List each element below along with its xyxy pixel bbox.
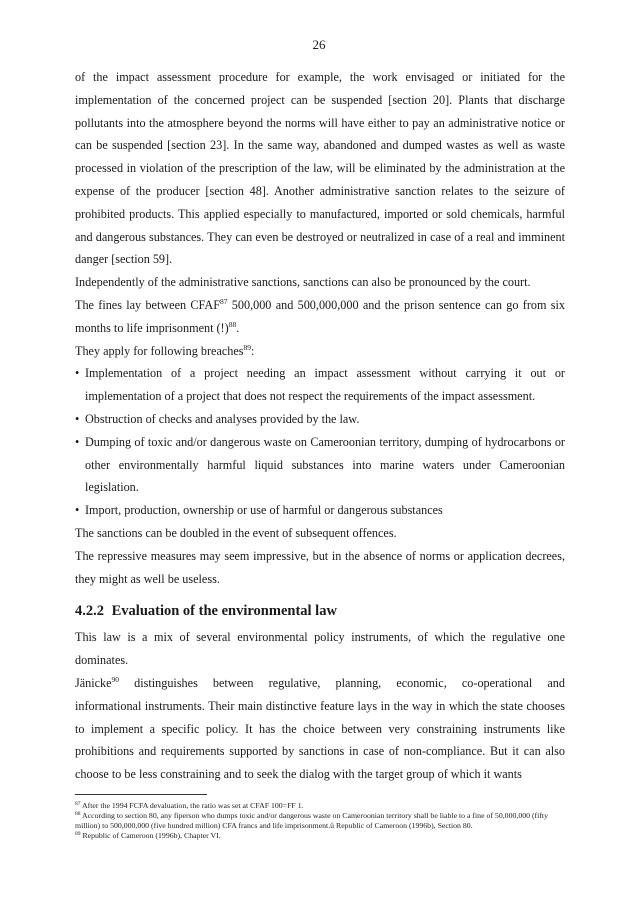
section-title: Evaluation of the environmental law <box>111 603 337 620</box>
paragraph-administrative-sanctions: of the impact assessment procedure for example, the work envisaged or initiated for the implementation of the concerned project can be suspended [section 20]. Plants that discharge pollutants into the atmosphere beyond the norms will have either to pay an administrative notice or can be suspended [section 23]. In the same way, abandoned and dumped wastes as well as waste processed in violation of the prescription of the law, will be eliminated by the administration at the expense of the producer [section 48]. Another administrative sanction relates to the seizure of prohibited products. This applied especially to manufactured, imported or sold chemicals, harmful and dangerous substances. They can even be destroyed or neutralized in case of a real and imminent danger [section 59]. <box>75 70 565 267</box>
paragraph-breaches-intro: They apply for following breaches$^{89}$: <box>75 342 255 358</box>
footnote-88: $^{88}$ According to section 80, any fiperson who dumps toxic and/or dangerous waste on Cameroonian territory shall be liable to a fine of 50,000,000 (fifty million) to 500,000,000 (five hundred million) CFA francs and life imprisonment.ů Republic of Cameroon (1996b), Section 80. <box>75 811 548 830</box>
list-item: • Obstruction of checks and analyses provided by the law. <box>75 408 565 431</box>
footnote-ref-88[interactable]: 88 <box>228 319 237 329</box>
footnote-ref-87[interactable]: 87 <box>219 296 228 306</box>
section-number: 4.2.2 <box>75 603 104 620</box>
page-body <box>75 66 565 786</box>
paragraph-mix-of-instruments: This law is a mix of several environmental policy instruments, of which the regulative one dominates. <box>75 630 565 668</box>
bullet-icon: • <box>75 503 80 518</box>
section-heading <box>75 600 565 622</box>
footnotes <box>75 794 565 841</box>
paragraph-janicke-rest: informational instruments. Their main distinctive feature lays in the way in which the state chooses to implement a specific policy. It has the choice between very constraining instruments like prohibitions and requirements supported by sanctions in case of non-compliance. But it can also choose to be less constraining and to seek the dialog with the target group of which it wants <box>75 698 565 782</box>
paragraph-repressive-measures: The repressive measures may seem impressive, but in the absence of norms or application decrees, they might as well be useless. <box>75 548 565 586</box>
footnote-ref-90[interactable]: 90 <box>111 674 120 684</box>
footnote-divider <box>75 794 207 795</box>
list-item: • Import, production, ownership or use of harmful or dangerous substances <box>75 499 565 522</box>
list-item: • Dumping of toxic and/or dangerous waste on Cameroonian territory, dumping of hydrocarbons or other environmentally harmful liquid substances into marine waters under Cameroonian legislation. <box>75 431 565 499</box>
list-item: • Implementation of a project needing an impact assessment without carrying it out or implementation of a project that does not respect the requirements of the impact assessment. <box>75 362 565 408</box>
bullet-icon: • <box>75 411 80 426</box>
footnote-ref-89[interactable]: 89 <box>243 342 252 352</box>
paragraph-janicke-first-line: Jänicke$^{90}$ distinguishes between regulative, planning, economic, co-operational and <box>75 674 565 690</box>
footnote-87: $^{87}$ After the 1994 FCFA devaluation, the ratio was set at CFAF 100=FF 1. <box>75 801 304 810</box>
bullet-icon: • <box>75 366 80 381</box>
page-number: 26 <box>312 37 326 52</box>
paragraph-court-sanctions: Independently of the administrative sanctions, sanctions can also be pronounced by the court. <box>75 275 531 290</box>
paragraph-fines: The fines lay between CFAF$^{87}$ 500,000 and 500,000,000 and the prison sentence can go from six months to life imprisonment (!)$^{88}$. <box>75 296 565 335</box>
bullet-icon: • <box>75 434 80 449</box>
breaches-list <box>75 362 565 522</box>
footnote-89: $^{89}$ Republic of Cameroon (1996b), Chapter VI. <box>75 831 221 840</box>
paragraph-doubled-sanctions: The sanctions can be doubled in the event of subsequent offences. <box>75 525 397 540</box>
